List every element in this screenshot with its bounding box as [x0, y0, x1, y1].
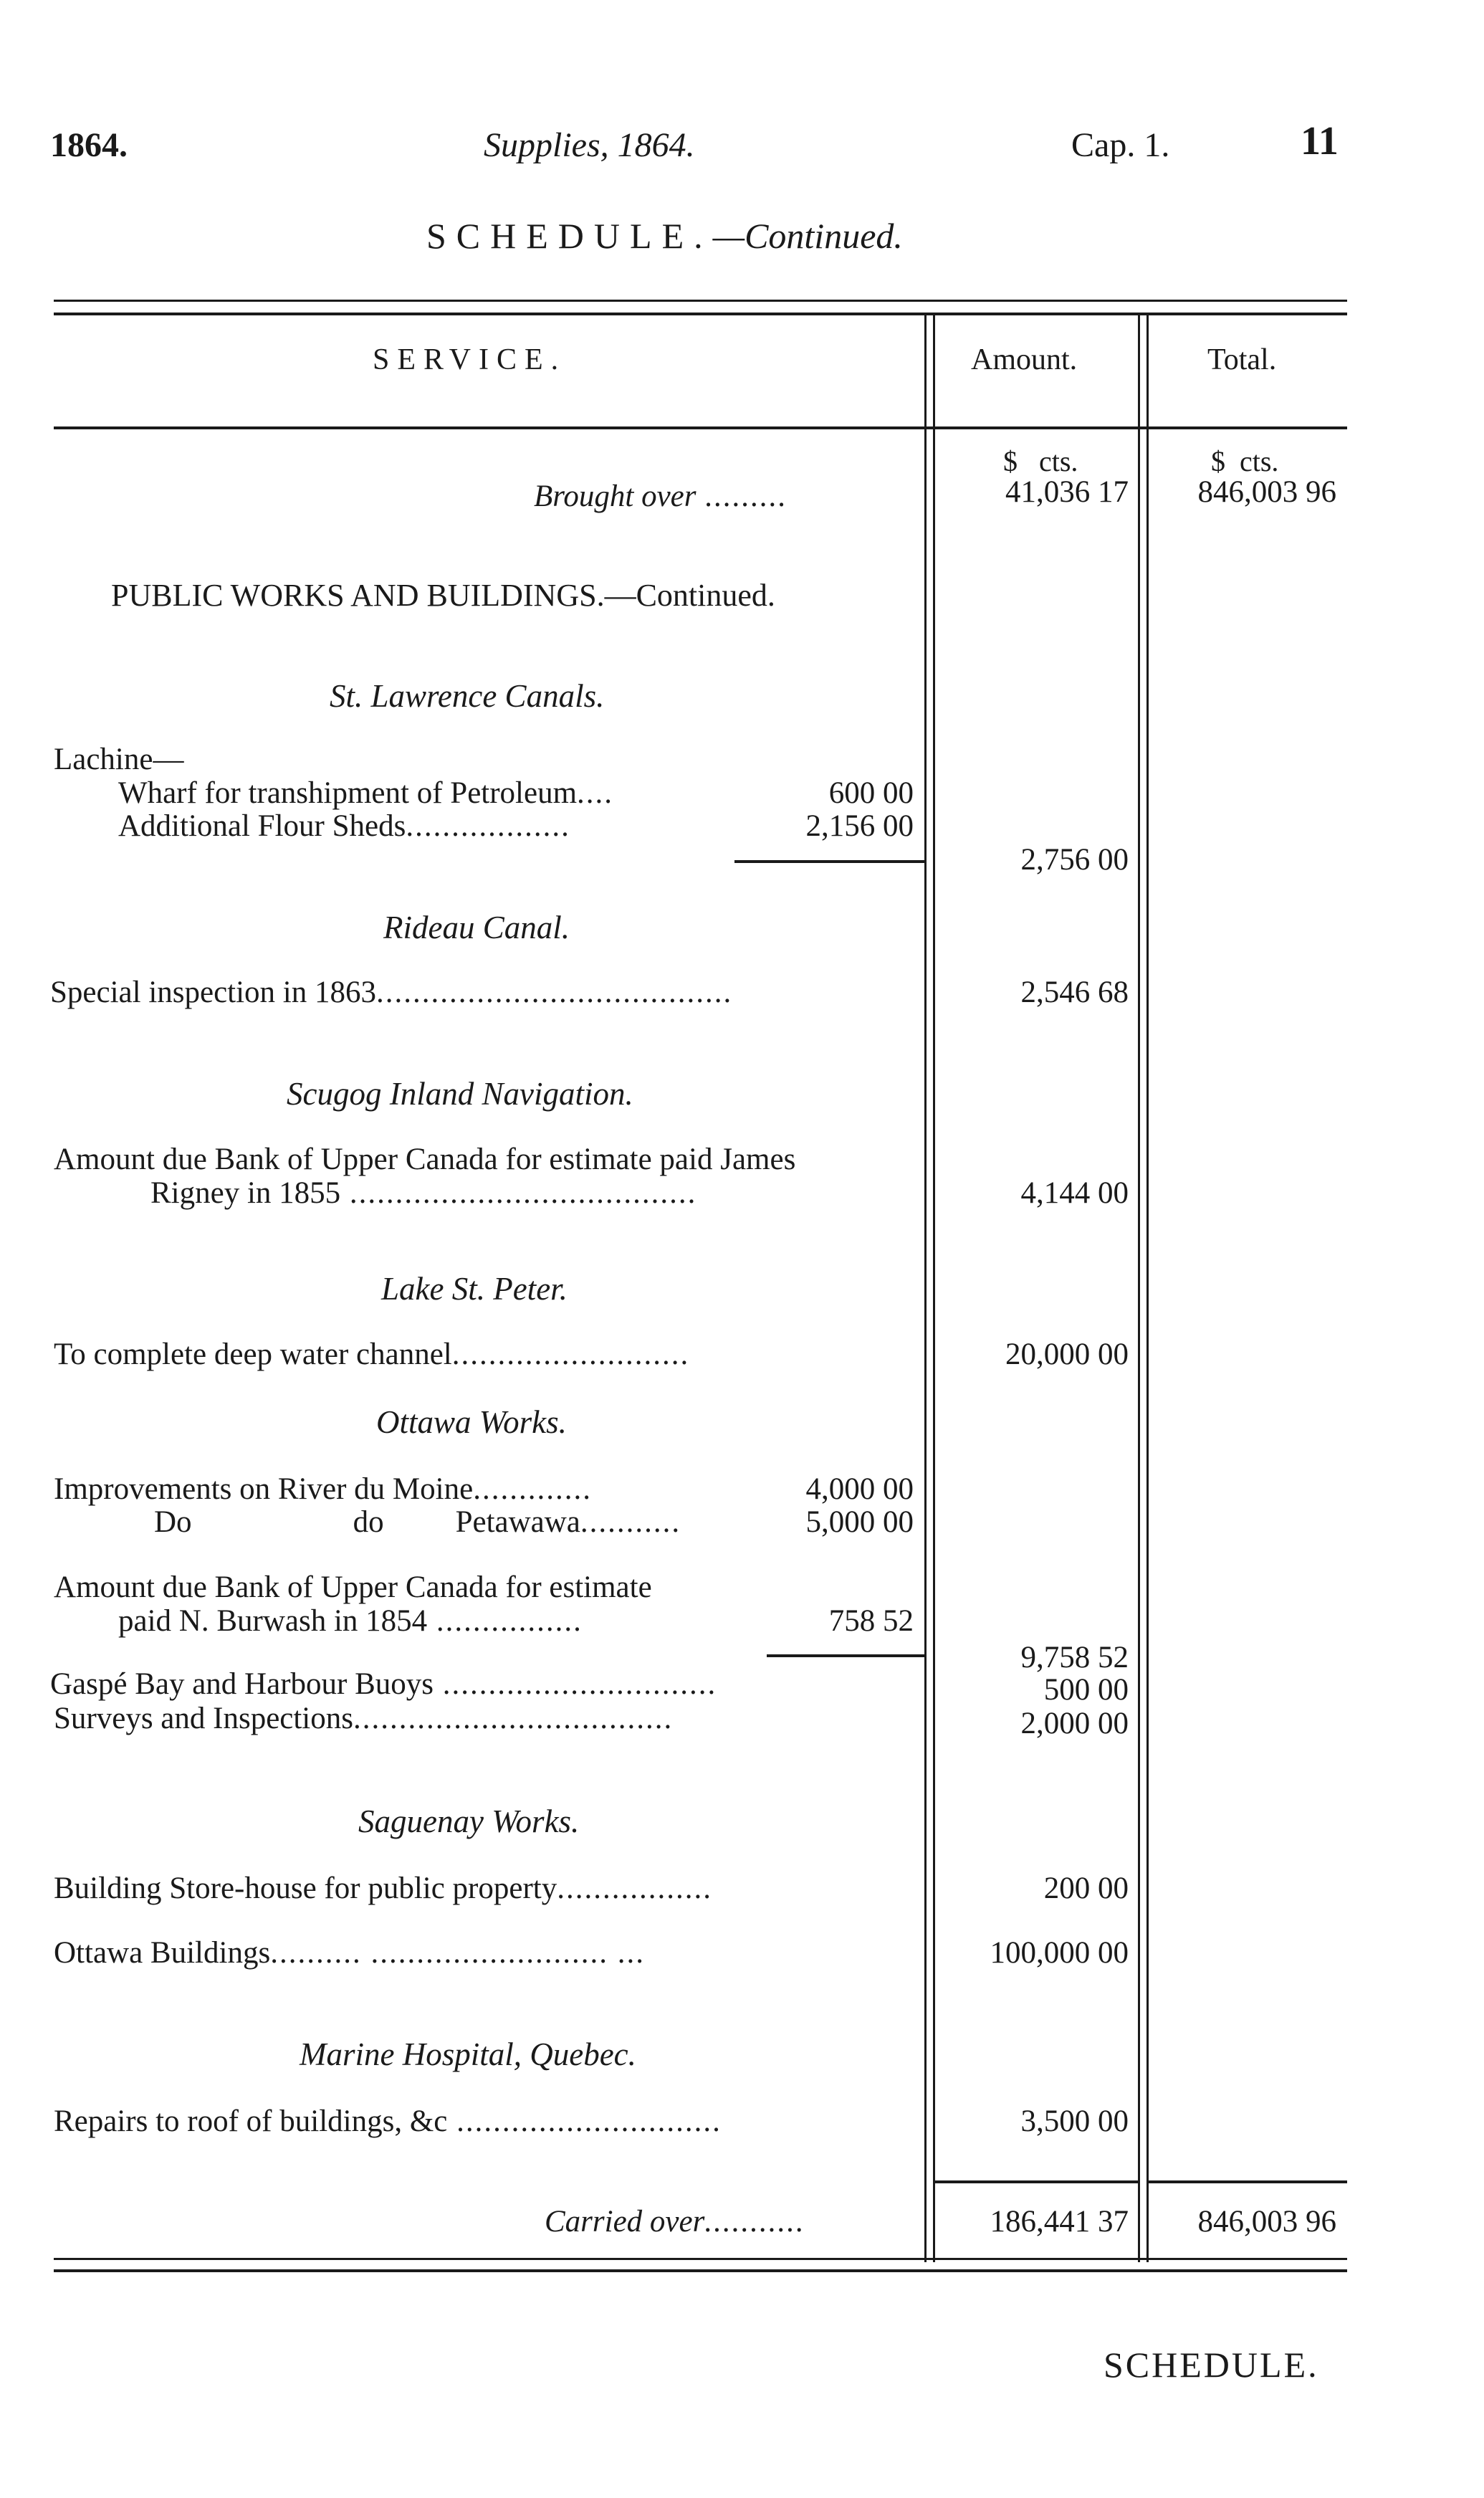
top-rule-bold	[54, 313, 1347, 315]
lachine-label: Lachine—	[54, 743, 184, 776]
item-label: Building Store-house for public property	[54, 1872, 557, 1905]
column-divider	[1138, 313, 1140, 2262]
item-label: To complete deep water channel	[54, 1338, 452, 1371]
line-item: Improvements on River du Moine.............	[54, 1472, 592, 1506]
surveys-amount: 2,000 00	[1020, 1707, 1129, 1740]
total-rule	[1146, 2180, 1347, 2183]
bottom-rule-bold	[54, 2269, 1347, 2272]
item-subamount: 600 00	[828, 776, 914, 810]
line-item: Additional Flour Sheds..................	[118, 809, 570, 843]
subtotal-rule	[767, 1654, 924, 1657]
total-units	[1211, 444, 1278, 478]
bottom-rule	[54, 2258, 1347, 2260]
cents-label: cts.	[1039, 445, 1078, 477]
column-divider	[1146, 313, 1149, 2262]
carried-over-amount: 186,441 37	[990, 2205, 1129, 2239]
item-subamount: 758 52	[828, 1604, 914, 1638]
item-label: Special inspection in 1863	[50, 976, 377, 1009]
subtotal-rule	[734, 860, 924, 863]
brought-over-total: 846,003 96	[1197, 475, 1336, 509]
line-item: Wharf for transhipment of Petroleum....	[118, 776, 614, 810]
carried-over-total: 846,003 96	[1197, 2205, 1336, 2239]
item-subamount: 2,156 00	[805, 809, 914, 843]
st-lawrence-amount: 2,756 00	[1020, 843, 1129, 877]
footer-catchword: SCHEDULE.	[1104, 2345, 1319, 2385]
marine-hospital-amount: 3,500 00	[1020, 2104, 1129, 2138]
saguenay-amount: 200 00	[1043, 1872, 1129, 1905]
cents-label: cts.	[1240, 445, 1279, 477]
subsection-marine-hospital: Marine Hospital, Quebec.	[300, 2036, 636, 2072]
item-label: Wharf for transhipment of Petroleum	[118, 776, 578, 810]
line-item: Building Store-house for public property.................	[54, 1872, 712, 1905]
column-heading-service: SERVICE.	[373, 343, 567, 376]
scugog-line-1: Amount due Bank of Upper Canada for estimate paid James	[54, 1143, 796, 1176]
gaspe-amount: 500 00	[1043, 1673, 1129, 1707]
subsection-ottawa-works: Ottawa Works.	[376, 1404, 567, 1440]
line-item: Surveys and Inspections...................................	[54, 1702, 674, 1735]
ditto-label: do	[353, 1505, 384, 1539]
carried-over-text: Carried over	[545, 2205, 705, 2239]
item-label: paid N. Burwash in 1854	[118, 1604, 428, 1638]
line-item: Ottawa Buildings.......... .......................... ...	[54, 1936, 645, 1970]
column-divider	[933, 313, 935, 2262]
line-item: Special inspection in 1863.......................................	[50, 976, 733, 1009]
header-year: 1864.	[50, 126, 128, 164]
rideau-amount: 2,546 68	[1020, 976, 1129, 1009]
header-chapter: Cap. 1.	[1071, 126, 1170, 164]
lake-st-peter-amount: 20,000 00	[1005, 1338, 1129, 1371]
ottawa-due-line-2: paid N. Burwash in 1854 ................	[118, 1604, 583, 1638]
column-heading-total: Total.	[1207, 343, 1277, 376]
item-label: Petawawa	[455, 1505, 580, 1539]
section-heading-public-works: PUBLIC WORKS AND BUILDINGS.—Continued.	[111, 578, 775, 613]
subsection-saguenay-works: Saguenay Works.	[358, 1803, 580, 1839]
carried-over-label: Carried over...........	[545, 2205, 805, 2239]
top-rule	[54, 300, 1347, 302]
ottawa-due-line-1: Amount due Bank of Upper Canada for estimate	[54, 1570, 652, 1604]
line-item: To complete deep water channel..........................	[54, 1338, 690, 1371]
item-label: Gaspé Bay and Harbour Buoys	[50, 1667, 434, 1701]
ditto-label: Do	[154, 1505, 192, 1539]
column-divider	[924, 313, 927, 2262]
scugog-amount: 4,144 00	[1020, 1176, 1129, 1210]
item-label: Surveys and Inspections	[54, 1702, 353, 1735]
line-item: Gaspé Bay and Harbour Buoys ..............................	[50, 1667, 717, 1701]
dollar-sign: $	[1003, 445, 1018, 477]
item-label: Repairs to roof of buildings, &c	[54, 2104, 448, 2138]
subsection-rideau-canal: Rideau Canal.	[383, 910, 570, 945]
subsection-scugog: Scugog Inland Navigation.	[287, 1076, 633, 1112]
line-item-ditto: Do do Petawawa...........	[154, 1505, 681, 1539]
ottawa-buildings-amount: 100,000 00	[990, 1936, 1129, 1970]
column-heading-amount: Amount.	[971, 343, 1078, 376]
schedule-title-main: SCHEDULE.	[426, 216, 713, 256]
total-rule	[933, 2180, 1138, 2183]
item-label: Improvements on River du Moine	[54, 1472, 474, 1506]
schedule-title	[426, 215, 903, 257]
item-label: Ottawa Buildings	[54, 1936, 271, 1970]
dollar-sign: $	[1211, 445, 1225, 477]
brought-over-label: Brought over .........	[534, 480, 788, 513]
header-title: Supplies, 1864.	[484, 126, 695, 164]
line-item: Repairs to roof of buildings, &c .............................	[54, 2104, 722, 2138]
subsection-st-lawrence-canals: St. Lawrence Canals.	[330, 678, 605, 714]
item-label: Additional Flour Sheds	[118, 809, 406, 843]
item-subamount: 4,000 00	[805, 1472, 914, 1506]
brought-over-text: Brought over	[534, 480, 696, 513]
ottawa-works-amount: 9,758 52	[1020, 1641, 1129, 1674]
scugog-line-2: Rigney in 1855 ......................................	[150, 1176, 697, 1210]
amount-units	[1003, 444, 1078, 478]
heading-rule	[54, 426, 1347, 429]
item-subamount: 5,000 00	[805, 1505, 914, 1539]
subsection-lake-st-peter: Lake St. Peter.	[381, 1271, 568, 1307]
header-page-number: 11	[1301, 119, 1339, 163]
item-label: Rigney in 1855	[150, 1176, 341, 1210]
schedule-title-continued: —Continued.	[712, 216, 903, 256]
brought-over-amount: 41,036 17	[1005, 475, 1129, 509]
